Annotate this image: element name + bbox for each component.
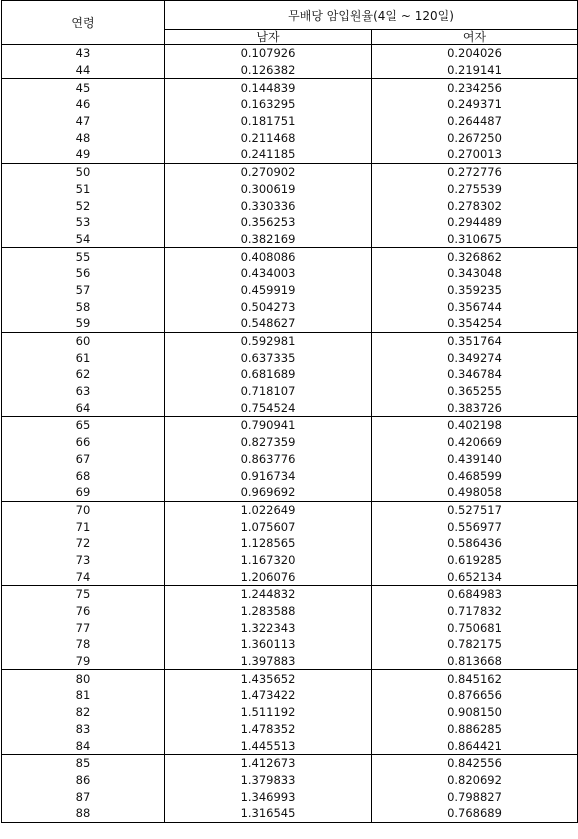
- table-row: [2, 383, 578, 400]
- male-rate-cell: 0.163295: [165, 96, 372, 113]
- female-rate-cell: 0.272776: [372, 163, 578, 180]
- table-row: [2, 619, 578, 636]
- female-rate-cell: 0.619285: [372, 552, 578, 569]
- age-cell: 73: [2, 552, 165, 569]
- table-row: [2, 737, 578, 754]
- male-rate-cell: 0.827359: [165, 434, 372, 451]
- age-cell: 56: [2, 265, 165, 282]
- female-rate-cell: 0.439140: [372, 451, 578, 468]
- table-row: [2, 451, 578, 468]
- table-row: [2, 772, 578, 789]
- male-rate-cell: 0.637335: [165, 349, 372, 366]
- cancer-hospitalization-rate-table: [1, 0, 578, 823]
- age-cell: 60: [2, 332, 165, 349]
- male-rate-cell: 1.244832: [165, 586, 372, 603]
- table-row: [2, 332, 578, 349]
- age-cell: 64: [2, 399, 165, 416]
- male-rate-cell: 1.346993: [165, 788, 372, 805]
- table-row: [2, 670, 578, 687]
- table-row: [2, 231, 578, 248]
- age-cell: 84: [2, 737, 165, 754]
- table-row: [2, 788, 578, 805]
- female-rate-cell: 0.346784: [372, 366, 578, 383]
- age-cell: 45: [2, 79, 165, 96]
- table-row: [2, 366, 578, 383]
- age-cell: 72: [2, 535, 165, 552]
- female-rate-cell: 0.782175: [372, 636, 578, 653]
- table-row: [2, 805, 578, 822]
- table-row: [2, 79, 578, 96]
- female-rate-cell: 0.270013: [372, 146, 578, 163]
- age-cell: 50: [2, 163, 165, 180]
- female-rate-cell: 0.498058: [372, 484, 578, 501]
- table-row: [2, 417, 578, 434]
- age-cell: 78: [2, 636, 165, 653]
- male-column-header: 남자: [165, 30, 372, 45]
- female-rate-cell: 0.717832: [372, 603, 578, 620]
- table-row: [2, 197, 578, 214]
- age-cell: 65: [2, 417, 165, 434]
- female-rate-cell: 0.359235: [372, 282, 578, 299]
- table-row: [2, 636, 578, 653]
- female-rate-cell: 0.310675: [372, 231, 578, 248]
- male-rate-cell: 1.075607: [165, 518, 372, 535]
- female-rate-cell: 0.768689: [372, 805, 578, 822]
- age-cell: 68: [2, 467, 165, 484]
- female-rate-cell: 0.876656: [372, 687, 578, 704]
- female-rate-cell: 0.798827: [372, 788, 578, 805]
- age-cell: 86: [2, 772, 165, 789]
- male-rate-cell: 0.916734: [165, 467, 372, 484]
- age-cell: 67: [2, 451, 165, 468]
- rate-group-header: 무배당 암입원율(4일 ~ 120일): [165, 1, 578, 30]
- female-rate-cell: 0.527517: [372, 501, 578, 518]
- table-row: [2, 181, 578, 198]
- female-rate-cell: 0.365255: [372, 383, 578, 400]
- male-rate-cell: 1.473422: [165, 687, 372, 704]
- female-rate-cell: 0.813668: [372, 653, 578, 670]
- age-cell: 47: [2, 113, 165, 130]
- age-cell: 85: [2, 754, 165, 771]
- female-rate-cell: 0.264487: [372, 113, 578, 130]
- age-cell: 55: [2, 248, 165, 265]
- male-rate-cell: 0.181751: [165, 113, 372, 130]
- male-rate-cell: 1.397883: [165, 653, 372, 670]
- age-cell: 76: [2, 603, 165, 620]
- female-rate-cell: 0.750681: [372, 619, 578, 636]
- table-row: [2, 129, 578, 146]
- female-rate-cell: 0.420669: [372, 434, 578, 451]
- age-cell: 48: [2, 129, 165, 146]
- table-row: [2, 214, 578, 231]
- male-rate-cell: 1.316545: [165, 805, 372, 822]
- female-rate-cell: 0.845162: [372, 670, 578, 687]
- female-rate-cell: 0.356744: [372, 298, 578, 315]
- male-rate-cell: 0.144839: [165, 79, 372, 96]
- age-cell: 51: [2, 181, 165, 198]
- table-row: [2, 603, 578, 620]
- female-rate-cell: 0.326862: [372, 248, 578, 265]
- table-row: [2, 282, 578, 299]
- age-cell: 46: [2, 96, 165, 113]
- female-rate-cell: 0.351764: [372, 332, 578, 349]
- age-cell: 44: [2, 62, 165, 79]
- age-cell: 71: [2, 518, 165, 535]
- male-rate-cell: 1.167320: [165, 552, 372, 569]
- female-rate-cell: 0.556977: [372, 518, 578, 535]
- age-cell: 69: [2, 484, 165, 501]
- female-rate-cell: 0.886285: [372, 721, 578, 738]
- table-row: [2, 484, 578, 501]
- female-rate-cell: 0.343048: [372, 265, 578, 282]
- age-cell: 43: [2, 45, 165, 62]
- age-cell: 62: [2, 366, 165, 383]
- table-row: [2, 349, 578, 366]
- female-rate-cell: 0.864421: [372, 737, 578, 754]
- male-rate-cell: 1.128565: [165, 535, 372, 552]
- female-rate-cell: 0.354254: [372, 315, 578, 332]
- table-row: [2, 113, 578, 130]
- female-rate-cell: 0.684983: [372, 586, 578, 603]
- age-cell: 81: [2, 687, 165, 704]
- male-rate-cell: 0.270902: [165, 163, 372, 180]
- female-rate-cell: 0.267250: [372, 129, 578, 146]
- age-column-header: 연령: [2, 1, 165, 45]
- male-rate-cell: 0.241185: [165, 146, 372, 163]
- table-row: [2, 653, 578, 670]
- male-rate-cell: 0.459919: [165, 282, 372, 299]
- age-cell: 88: [2, 805, 165, 822]
- male-rate-cell: 0.211468: [165, 129, 372, 146]
- table-row: [2, 62, 578, 79]
- male-rate-cell: 0.356253: [165, 214, 372, 231]
- male-rate-cell: 1.360113: [165, 636, 372, 653]
- table-row: [2, 552, 578, 569]
- male-rate-cell: 1.322343: [165, 619, 372, 636]
- age-cell: 49: [2, 146, 165, 163]
- table-row: [2, 704, 578, 721]
- male-rate-cell: 0.592981: [165, 332, 372, 349]
- female-rate-cell: 0.275539: [372, 181, 578, 198]
- female-rate-cell: 0.820692: [372, 772, 578, 789]
- female-rate-cell: 0.383726: [372, 399, 578, 416]
- female-rate-cell: 0.908150: [372, 704, 578, 721]
- table-row: [2, 754, 578, 771]
- male-rate-cell: 0.504273: [165, 298, 372, 315]
- age-cell: 52: [2, 197, 165, 214]
- age-cell: 74: [2, 568, 165, 585]
- table-row: [2, 687, 578, 704]
- table-header: [2, 1, 578, 45]
- table-row: [2, 146, 578, 163]
- male-rate-cell: 1.435652: [165, 670, 372, 687]
- table-row: [2, 399, 578, 416]
- female-rate-cell: 0.204026: [372, 45, 578, 62]
- male-rate-cell: 1.379833: [165, 772, 372, 789]
- age-cell: 63: [2, 383, 165, 400]
- male-rate-cell: 1.478352: [165, 721, 372, 738]
- female-rate-cell: 0.294489: [372, 214, 578, 231]
- age-cell: 79: [2, 653, 165, 670]
- age-cell: 66: [2, 434, 165, 451]
- female-rate-cell: 0.842556: [372, 754, 578, 771]
- age-cell: 77: [2, 619, 165, 636]
- female-rate-cell: 0.402198: [372, 417, 578, 434]
- male-rate-cell: 1.206076: [165, 568, 372, 585]
- male-rate-cell: 0.754524: [165, 399, 372, 416]
- table-row: [2, 518, 578, 535]
- table-body: [2, 45, 578, 823]
- female-rate-cell: 0.349274: [372, 349, 578, 366]
- female-column-header: 여자: [372, 30, 578, 45]
- male-rate-cell: 0.107926: [165, 45, 372, 62]
- table-row: [2, 467, 578, 484]
- table-row: [2, 568, 578, 585]
- female-rate-cell: 0.219141: [372, 62, 578, 79]
- female-rate-cell: 0.468599: [372, 467, 578, 484]
- table-row: [2, 248, 578, 265]
- age-cell: 57: [2, 282, 165, 299]
- male-rate-cell: 0.548627: [165, 315, 372, 332]
- table-row: [2, 163, 578, 180]
- male-rate-cell: 0.718107: [165, 383, 372, 400]
- male-rate-cell: 0.863776: [165, 451, 372, 468]
- table-row: [2, 298, 578, 315]
- age-cell: 75: [2, 586, 165, 603]
- table-row: [2, 265, 578, 282]
- male-rate-cell: 0.126382: [165, 62, 372, 79]
- female-rate-cell: 0.249371: [372, 96, 578, 113]
- male-rate-cell: 0.382169: [165, 231, 372, 248]
- male-rate-cell: 0.969692: [165, 484, 372, 501]
- male-rate-cell: 1.445513: [165, 737, 372, 754]
- table-row: [2, 535, 578, 552]
- male-rate-cell: 0.408086: [165, 248, 372, 265]
- male-rate-cell: 1.022649: [165, 501, 372, 518]
- age-cell: 80: [2, 670, 165, 687]
- male-rate-cell: 1.511192: [165, 704, 372, 721]
- male-rate-cell: 0.330336: [165, 197, 372, 214]
- age-cell: 53: [2, 214, 165, 231]
- age-cell: 54: [2, 231, 165, 248]
- age-cell: 59: [2, 315, 165, 332]
- table-row: [2, 586, 578, 603]
- female-rate-cell: 0.652134: [372, 568, 578, 585]
- table-row: [2, 96, 578, 113]
- female-rate-cell: 0.234256: [372, 79, 578, 96]
- age-cell: 58: [2, 298, 165, 315]
- age-cell: 70: [2, 501, 165, 518]
- age-cell: 83: [2, 721, 165, 738]
- female-rate-cell: 0.278302: [372, 197, 578, 214]
- male-rate-cell: 1.412673: [165, 754, 372, 771]
- table-row: [2, 721, 578, 738]
- male-rate-cell: 0.790941: [165, 417, 372, 434]
- table-row: [2, 434, 578, 451]
- table-row: [2, 501, 578, 518]
- male-rate-cell: 0.681689: [165, 366, 372, 383]
- female-rate-cell: 0.586436: [372, 535, 578, 552]
- age-cell: 82: [2, 704, 165, 721]
- age-cell: 87: [2, 788, 165, 805]
- table-row: [2, 45, 578, 62]
- male-rate-cell: 1.283588: [165, 603, 372, 620]
- male-rate-cell: 0.434003: [165, 265, 372, 282]
- male-rate-cell: 0.300619: [165, 181, 372, 198]
- age-cell: 61: [2, 349, 165, 366]
- table-row: [2, 315, 578, 332]
